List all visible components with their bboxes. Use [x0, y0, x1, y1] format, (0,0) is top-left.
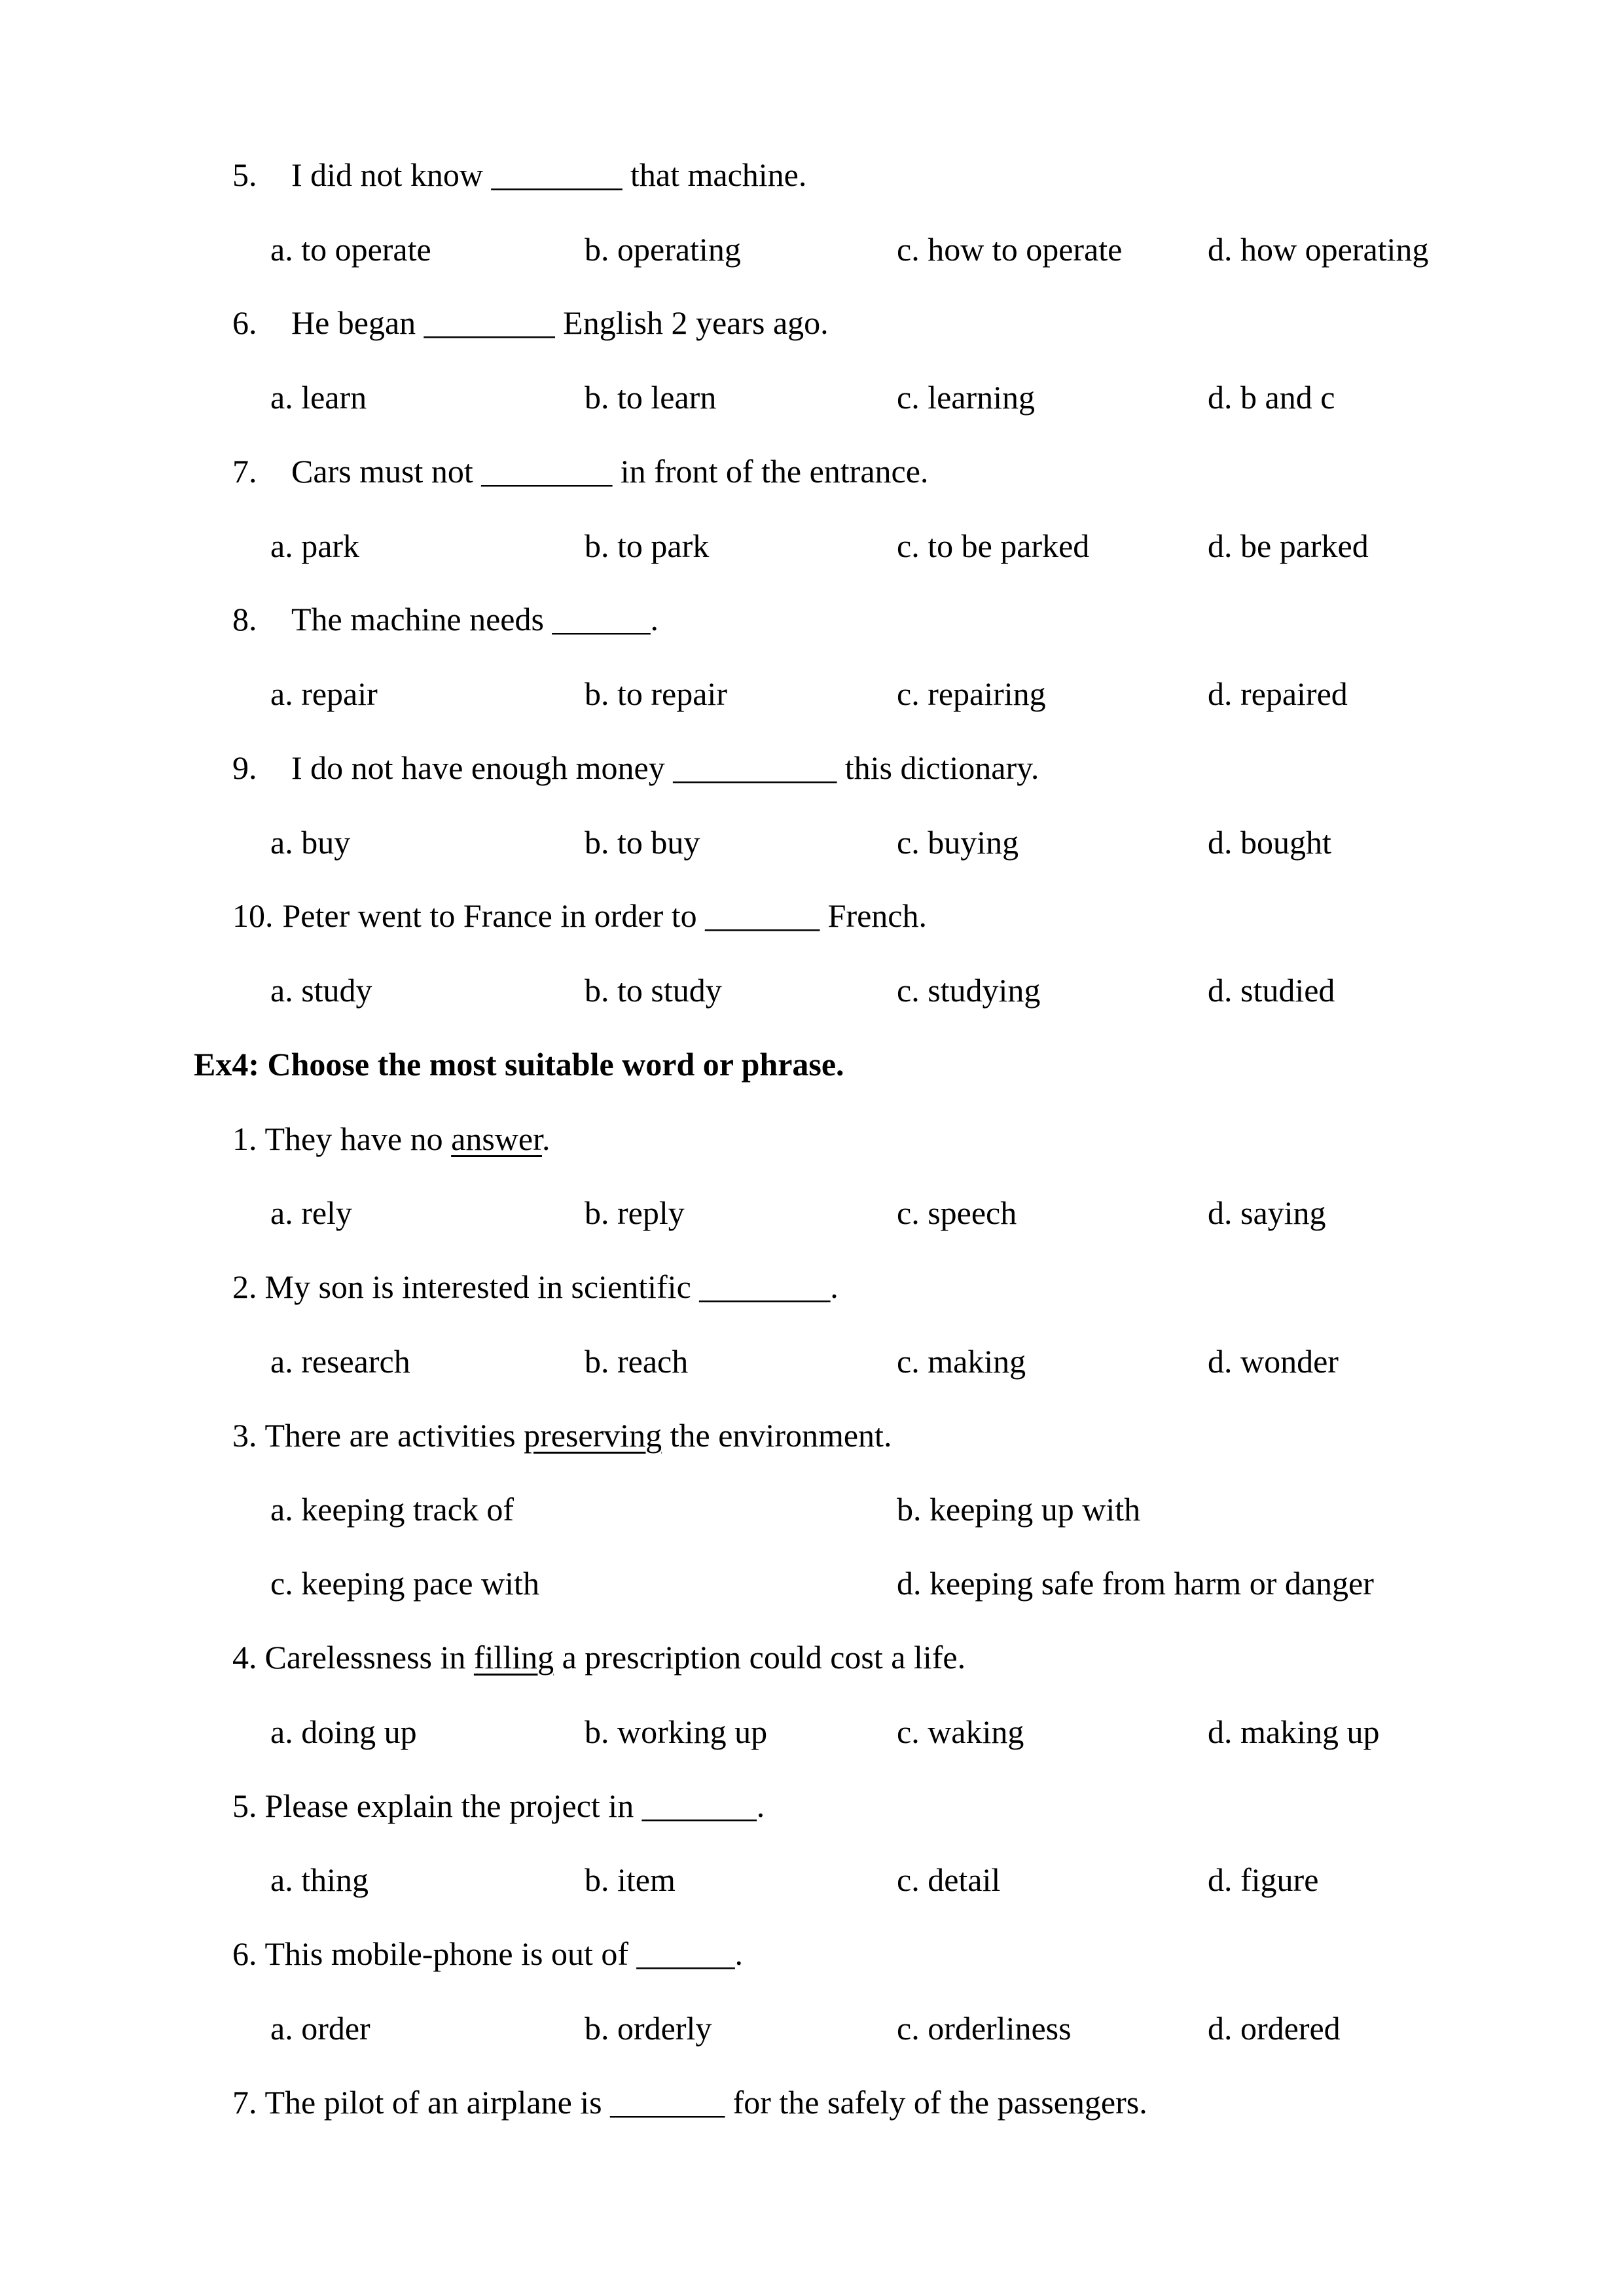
ex4-q3-option-d: d. keeping safe from harm or danger — [897, 1565, 1374, 1602]
ex4-q6-option-b: b. orderly — [585, 2010, 712, 2047]
ex3-q10-option-b: b. to study — [585, 972, 722, 1009]
ex3-q10-option-c: c. studying — [897, 972, 1041, 1009]
ex4-q6-option-d: d. ordered — [1208, 2010, 1341, 2047]
ex4-q5-option-b: b. item — [585, 1861, 676, 1898]
question-text: Peter went to France in order to _______ French. — [282, 897, 927, 934]
ex4-q4-option-d: d. making up — [1208, 1713, 1380, 1750]
question-number: 5. — [232, 156, 257, 193]
question-text: My son is interested in scientific ________. — [264, 1268, 839, 1305]
ex3-question-8 — [232, 600, 659, 639]
ex4-question-1 — [232, 1119, 550, 1158]
ex4-q5-option-a: a. thing — [270, 1861, 369, 1898]
ex3-q8-option-d: d. repaired — [1208, 675, 1348, 712]
question-text: I do not have enough money __________ this dictionary. — [291, 749, 1039, 786]
question-number: 6. — [232, 304, 257, 341]
ex4-q3-option-a: a. keeping track of — [270, 1491, 514, 1528]
ex4-q2-option-d: d. wonder — [1208, 1343, 1339, 1380]
ex3-q7-option-d: d. be parked — [1208, 528, 1369, 564]
ex3-q6-option-c: c. learning — [897, 379, 1036, 416]
question-number: 10. — [232, 897, 274, 934]
ex3-q8-option-a: a. repair — [270, 675, 378, 712]
question-text: The machine needs ______. — [291, 601, 659, 637]
ex3-question-5 — [232, 155, 806, 194]
ex4-q3-option-c: c. keeping pace with — [270, 1565, 539, 1602]
question-text: I did not know ________ that machine. — [291, 156, 807, 193]
ex3-q5-option-d: d. how operating — [1208, 231, 1429, 268]
ex3-q7-option-a: a. park — [270, 528, 360, 564]
ex3-q6-option-d: d. b and c — [1208, 379, 1335, 416]
ex3-question-6 — [232, 303, 829, 342]
ex3-q8-option-c: c. repairing — [897, 675, 1046, 712]
question-number: 2. — [232, 1268, 257, 1305]
ex4-q1-option-b: b. reply — [585, 1194, 685, 1231]
question-text: Cars must not ________ in front of the entrance. — [291, 453, 929, 490]
question-text-end: . — [541, 1121, 550, 1157]
ex4-question-5 — [232, 1786, 765, 1825]
question-text: Please explain the project in _______. — [264, 1787, 765, 1824]
ex4-q4-option-a: a. doing up — [270, 1713, 417, 1750]
ex4-question-2 — [232, 1267, 839, 1306]
ex4-question-7 — [232, 2083, 1147, 2122]
ex3-q5-option-b: b. operating — [585, 231, 741, 268]
ex3-question-9 — [232, 748, 1039, 787]
question-text: Carelessness in — [264, 1639, 474, 1676]
ex4-q6-option-a: a. order — [270, 2010, 370, 2047]
ex4-q2-option-c: c. making — [897, 1343, 1026, 1380]
underlined-word: filling — [473, 1639, 554, 1676]
ex4-q4-option-b: b. working up — [585, 1713, 768, 1750]
ex4-question-3 — [232, 1416, 892, 1455]
ex4-q3-option-b: b. keeping up with — [897, 1491, 1141, 1528]
ex3-q7-option-c: c. to be parked — [897, 528, 1090, 564]
ex3-question-7 — [232, 452, 928, 491]
ex4-q2-option-b: b. reach — [585, 1343, 689, 1380]
question-text: He began ________ English 2 years ago. — [291, 304, 829, 341]
ex3-q8-option-b: b. to repair — [585, 675, 727, 712]
ex4-heading: Ex4: Choose the most suitable word or phrase. — [194, 1046, 844, 1083]
question-number: 7. — [232, 2084, 257, 2121]
question-text: There are activities — [264, 1417, 524, 1454]
question-number: 5. — [232, 1787, 257, 1824]
ex3-q9-option-a: a. buy — [270, 824, 351, 861]
ex3-q7-option-b: b. to park — [585, 528, 710, 564]
ex3-q10-option-d: d. studied — [1208, 972, 1335, 1009]
underlined-word: answer — [451, 1121, 542, 1157]
ex4-q4-option-c: c. waking — [897, 1713, 1024, 1750]
ex4-q1-option-a: a. rely — [270, 1194, 352, 1231]
ex4-q2-option-a: a. research — [270, 1343, 410, 1380]
ex3-q9-option-d: d. bought — [1208, 824, 1331, 861]
ex3-question-10 — [232, 896, 927, 935]
question-number: 3. — [232, 1417, 257, 1454]
ex4-q5-option-d: d. figure — [1208, 1861, 1319, 1898]
ex3-q10-option-a: a. study — [270, 972, 372, 1009]
question-number: 1. — [232, 1121, 257, 1157]
question-number: 7. — [232, 453, 257, 490]
question-text-end: the environment. — [662, 1417, 892, 1454]
ex4-q5-option-c: c. detail — [897, 1861, 1001, 1898]
ex4-question-6 — [232, 1934, 743, 1973]
ex4-q1-option-d: d. saying — [1208, 1194, 1326, 1231]
ex3-q9-option-b: b. to buy — [585, 824, 700, 861]
question-number: 6. — [232, 1935, 257, 1972]
ex4-q1-option-c: c. speech — [897, 1194, 1017, 1231]
question-number: 4. — [232, 1639, 257, 1676]
underlined-word: preserving — [524, 1417, 662, 1454]
ex3-q6-option-a: a. learn — [270, 379, 367, 416]
question-text: This mobile-phone is out of ______. — [264, 1935, 743, 1972]
ex3-q5-option-c: c. how to operate — [897, 231, 1123, 268]
question-text-end: a prescription could cost a life. — [554, 1639, 966, 1676]
ex4-q6-option-c: c. orderliness — [897, 2010, 1072, 2047]
question-text: The pilot of an airplane is _______ for the safely of the passengers. — [264, 2084, 1147, 2121]
ex3-q6-option-b: b. to learn — [585, 379, 717, 416]
ex3-q9-option-c: c. buying — [897, 824, 1019, 861]
question-text: They have no — [264, 1121, 452, 1157]
ex3-q5-option-a: a. to operate — [270, 231, 431, 268]
question-number: 9. — [232, 749, 257, 786]
question-number: 8. — [232, 601, 257, 637]
ex4-question-4 — [232, 1638, 965, 1677]
